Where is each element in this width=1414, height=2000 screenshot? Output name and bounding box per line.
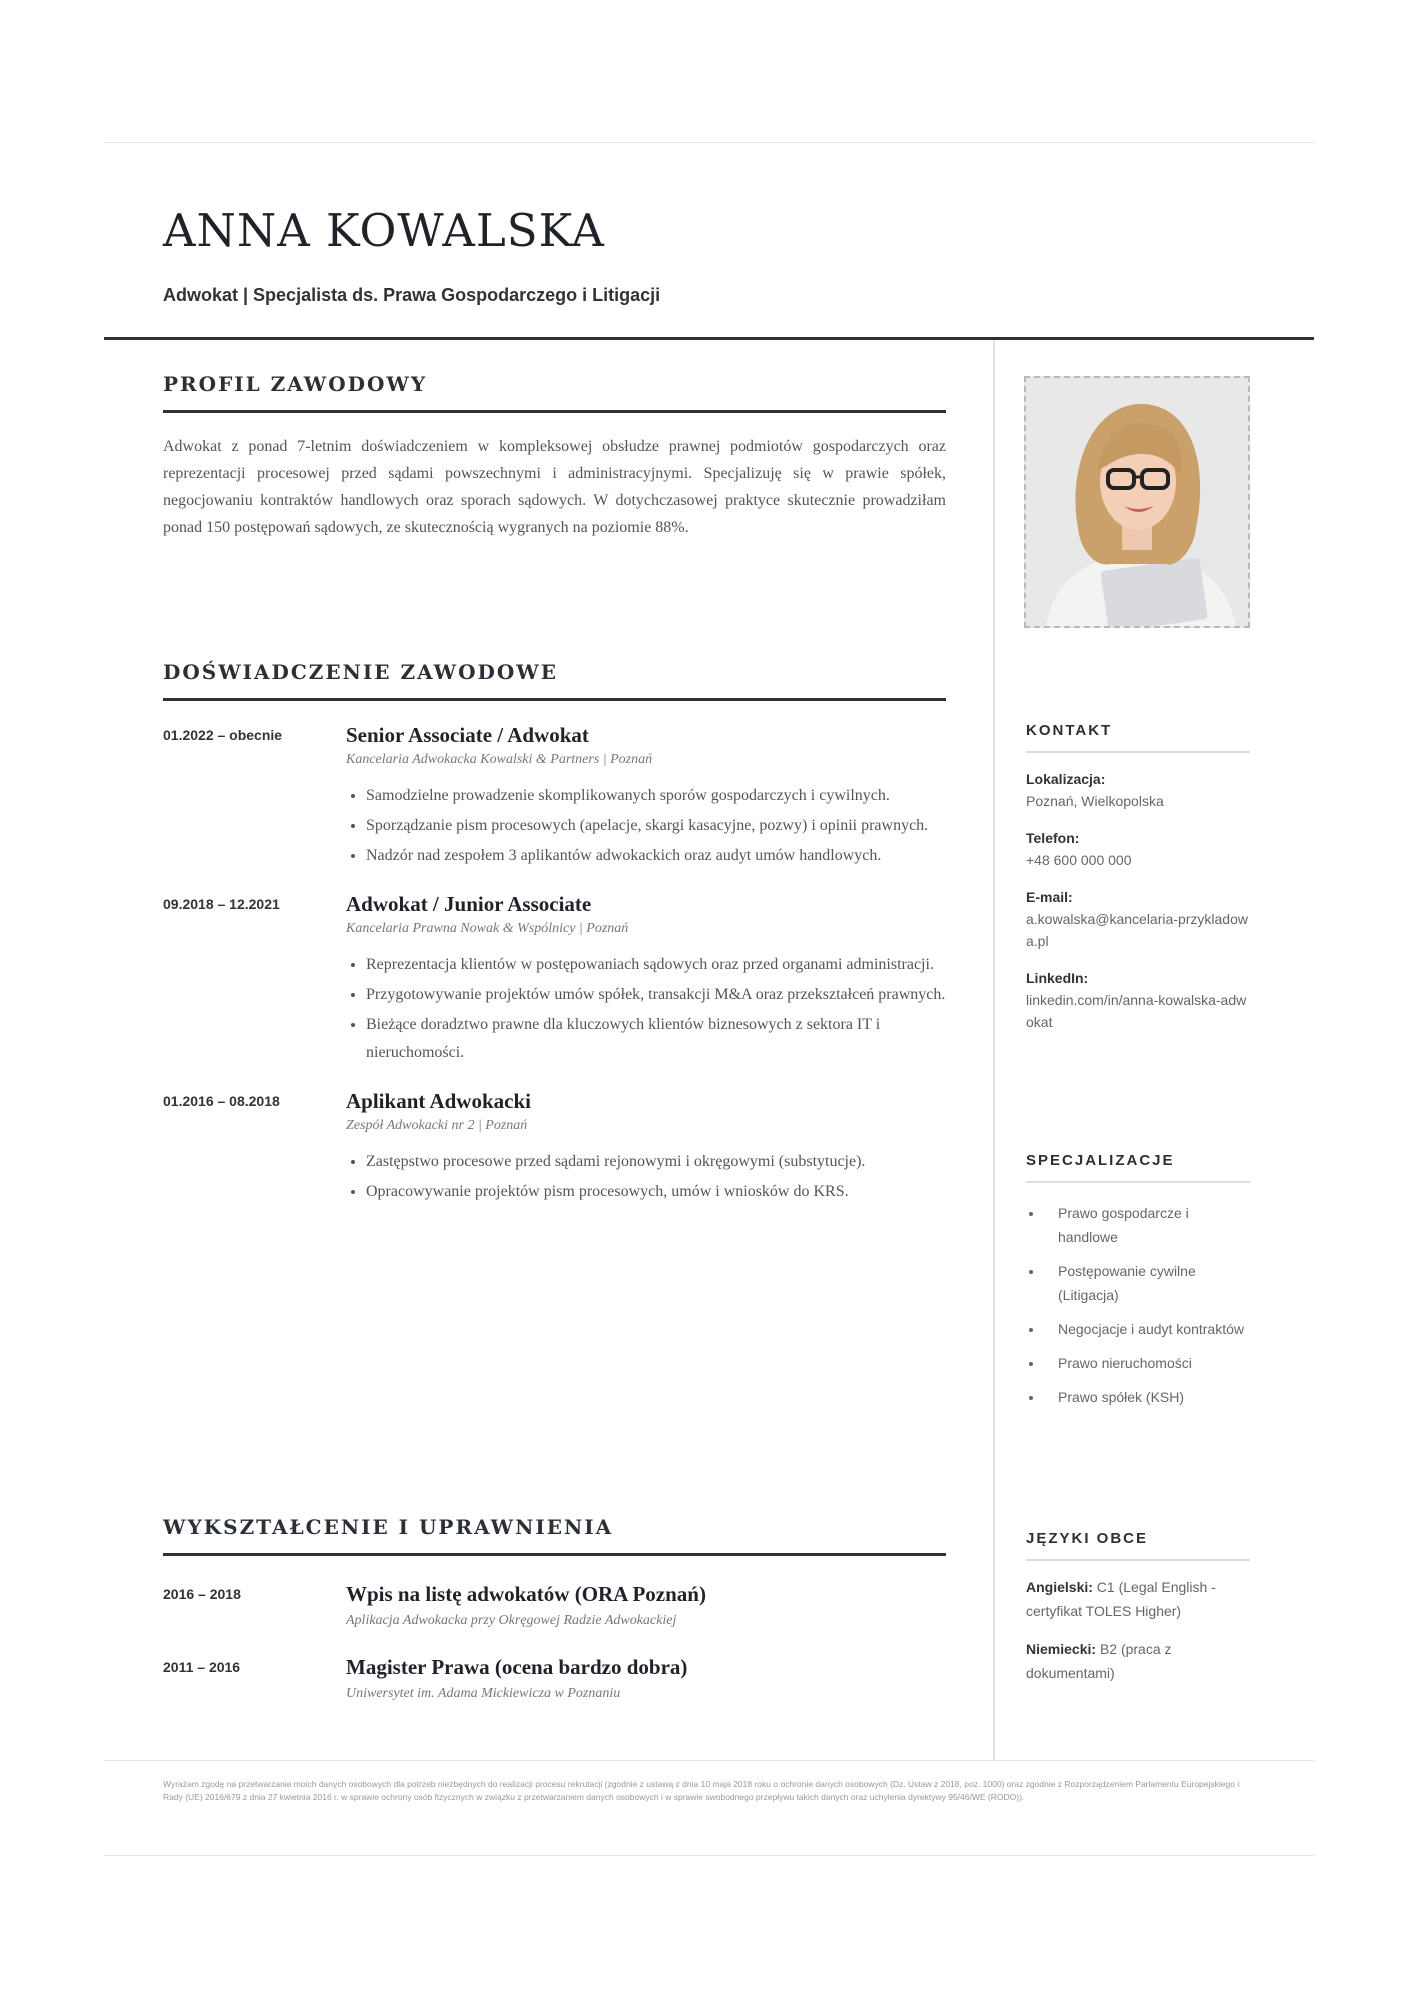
job-duties <box>346 782 946 870</box>
profile-photo <box>1024 376 1250 628</box>
linkedin-value: linkedin.com/in/anna-kowalska-adwokat <box>1026 992 1247 1030</box>
specializations-section <box>1026 1152 1250 1419</box>
phone-value: +48 600 000 000 <box>1026 852 1132 868</box>
email-value: a.kowalska@kancelaria-przykladowa.pl <box>1026 911 1248 949</box>
section-title-education: WYKSZTAŁCENIE I UPRAWNIENIA <box>163 1515 946 1556</box>
job-entry <box>163 892 946 1067</box>
specialization-item: • Prawo spółek (KSH) <box>1044 1385 1250 1409</box>
contact-label: E-mail: <box>1026 889 1073 905</box>
profile-text: Adwokat z ponad 7-letnim doświadczeniem w kompleksowej obsłudze prawnej podmiotów gospodarczych oraz reprezentacji procesowej przed sądami powszechnymi i administracyjnymi. Specjalizuję się w prawie spółek, negocjowaniu kontraktów handlowych oraz sporach sądowych. W dotychczasowej praktyce skutecznie prowadziłam ponad 150 postępowań sądowych, ze skutecznością wygranych na poziomie 88%. <box>163 438 946 536</box>
education-entry <box>163 1655 946 1702</box>
education-date: 2016 – 2018 <box>163 1586 241 1602</box>
job-title: Senior Associate / Adwokat <box>346 723 589 747</box>
job-duties <box>346 951 946 1067</box>
contact-item <box>1026 889 1250 952</box>
section-title-contact: KONTAKT <box>1026 722 1250 753</box>
education-institution: Aplikacja Adwokacka przy Okręgowej Radzie Adwokackiej <box>346 1613 677 1628</box>
education-entry <box>163 1582 946 1629</box>
profile-section <box>163 372 946 541</box>
job-entry <box>163 723 946 870</box>
languages-section <box>1026 1530 1250 1685</box>
candidate-subtitle: Adwokat | Specjalista ds. Prawa Gospodarczego i Litigacji <box>163 285 661 305</box>
candidate-name: ANNA KOWALSKA <box>163 204 605 257</box>
job-company: Kancelaria Adwokacka Kowalski & Partners | Poznań <box>346 752 653 767</box>
education-date: 2011 – 2016 <box>163 1659 241 1675</box>
job-title: Aplikant Adwokacki <box>346 1089 531 1113</box>
header-rule <box>104 337 1314 340</box>
contact-label: LinkedIn: <box>1026 970 1089 986</box>
job-duty: • Zastępstwo procesowe przed sądami rejonowymi i okręgowymi (substytucje). <box>366 1148 946 1176</box>
experience-section <box>163 660 946 1208</box>
job-duty: • Przygotowywanie projektów umów spółek, transakcji M&A oraz przekształceń prawnych. <box>366 981 946 1009</box>
education-title: Magister Prawa (ocena bardzo dobra) <box>346 1655 688 1679</box>
specializations-list <box>1026 1201 1250 1409</box>
language-level: C1 (Legal English - certyfikat TOLES Higher) <box>1026 1579 1216 1619</box>
job-entry <box>163 1089 946 1206</box>
contact-section <box>1026 722 1250 1033</box>
location-value: Poznań, Wielkopolska <box>1026 793 1164 809</box>
job-duty: • Bieżące doradztwo prawne dla kluczowych klientów biznesowych z sektora IT i nieruchomości. <box>366 1011 946 1067</box>
contact-label: Lokalizacja: <box>1026 771 1106 787</box>
column-divider <box>993 340 995 1760</box>
job-duty: • Reprezentacja klientów w postępowaniach sądowych oraz przed organami administracji. <box>366 951 946 979</box>
job-duty: • Nadzór nad zespołem 3 aplikantów adwokackich oraz audyt umów handlowych. <box>366 842 946 870</box>
language-item <box>1026 1575 1250 1623</box>
contact-item <box>1026 830 1250 871</box>
language-name: Angielski: <box>1026 1579 1093 1595</box>
job-date: 01.2016 – 08.2018 <box>163 1093 280 1109</box>
specialization-item: • Prawo gospodarcze i handlowe <box>1044 1201 1250 1249</box>
section-title-profile: PROFIL ZAWODOWY <box>163 372 946 413</box>
section-title-specializations: SPECJALIZACJE <box>1026 1152 1250 1183</box>
job-company: Kancelaria Prawna Nowak & Wspólnicy | Poznań <box>346 921 629 936</box>
section-title-experience: DOŚWIADCZENIE ZAWODOWE <box>163 660 946 701</box>
job-duties <box>346 1148 946 1206</box>
job-company: Zespół Adwokacki nr 2 | Poznań <box>346 1118 528 1133</box>
section-title-languages: JĘZYKI OBCE <box>1026 1530 1250 1561</box>
contact-item <box>1026 771 1250 812</box>
job-duty: • Opracowywanie projektów pism procesowych, umów i wniosków do KRS. <box>366 1178 946 1206</box>
job-date: 09.2018 – 12.2021 <box>163 896 280 912</box>
language-name: Niemiecki: <box>1026 1641 1097 1657</box>
job-duty: • Sporządzanie pism procesowych (apelacje, skargi kasacyjne, pozwy) i opinii prawnych. <box>366 812 946 840</box>
language-item <box>1026 1637 1250 1685</box>
education-title: Wpis na listę adwokatów (ORA Poznań) <box>346 1582 706 1606</box>
footer-divider-top <box>104 1760 1314 1761</box>
language-level: B2 (praca z dokumentami) <box>1026 1641 1172 1681</box>
specialization-item: • Prawo nieruchomości <box>1044 1351 1250 1375</box>
job-title: Adwokat / Junior Associate <box>346 892 592 916</box>
education-section <box>163 1515 946 1702</box>
portrait-image <box>1026 378 1248 626</box>
resume-header <box>163 204 1263 306</box>
contact-label: Telefon: <box>1026 830 1080 846</box>
gdpr-consent-clause: Wyrażam zgodę na przetwarzanie moich danych osobowych dla potrzeb niezbędnych do realizacji procesu rekrutacji (zgodnie z ustawą z dnia 10 maja 2018 roku o ochronie danych osobowych (Dz. Ustaw z 2018, poz. 1000) oraz zgodnie z Rozporządzeniem Parlamentu Europejskiego i Rady (UE) 2016/679 z dnia 27 kwietnia 2016 r. w sprawie ochrony osób fizycznych w związku z przetwarzaniem danych osobowych i w sprawie swobodnego przepływu takich danych oraz uchylenia dyrektywy 95/46/WE (RODO)). <box>163 1779 1240 1802</box>
education-institution: Uniwersytet im. Adama Mickiewicza w Poznaniu <box>346 1686 621 1701</box>
specialization-item: • Negocjacje i audyt kontraktów <box>1044 1317 1250 1341</box>
footer-divider-bottom <box>104 1855 1314 1856</box>
job-duty: • Samodzielne prowadzenie skomplikowanych sporów gospodarczych i cywilnych. <box>366 782 946 810</box>
specialization-item: • Postępowanie cywilne (Litigacja) <box>1044 1259 1250 1307</box>
contact-item <box>1026 970 1250 1033</box>
top-divider <box>104 142 1314 143</box>
job-date: 01.2022 – obecnie <box>163 727 283 743</box>
